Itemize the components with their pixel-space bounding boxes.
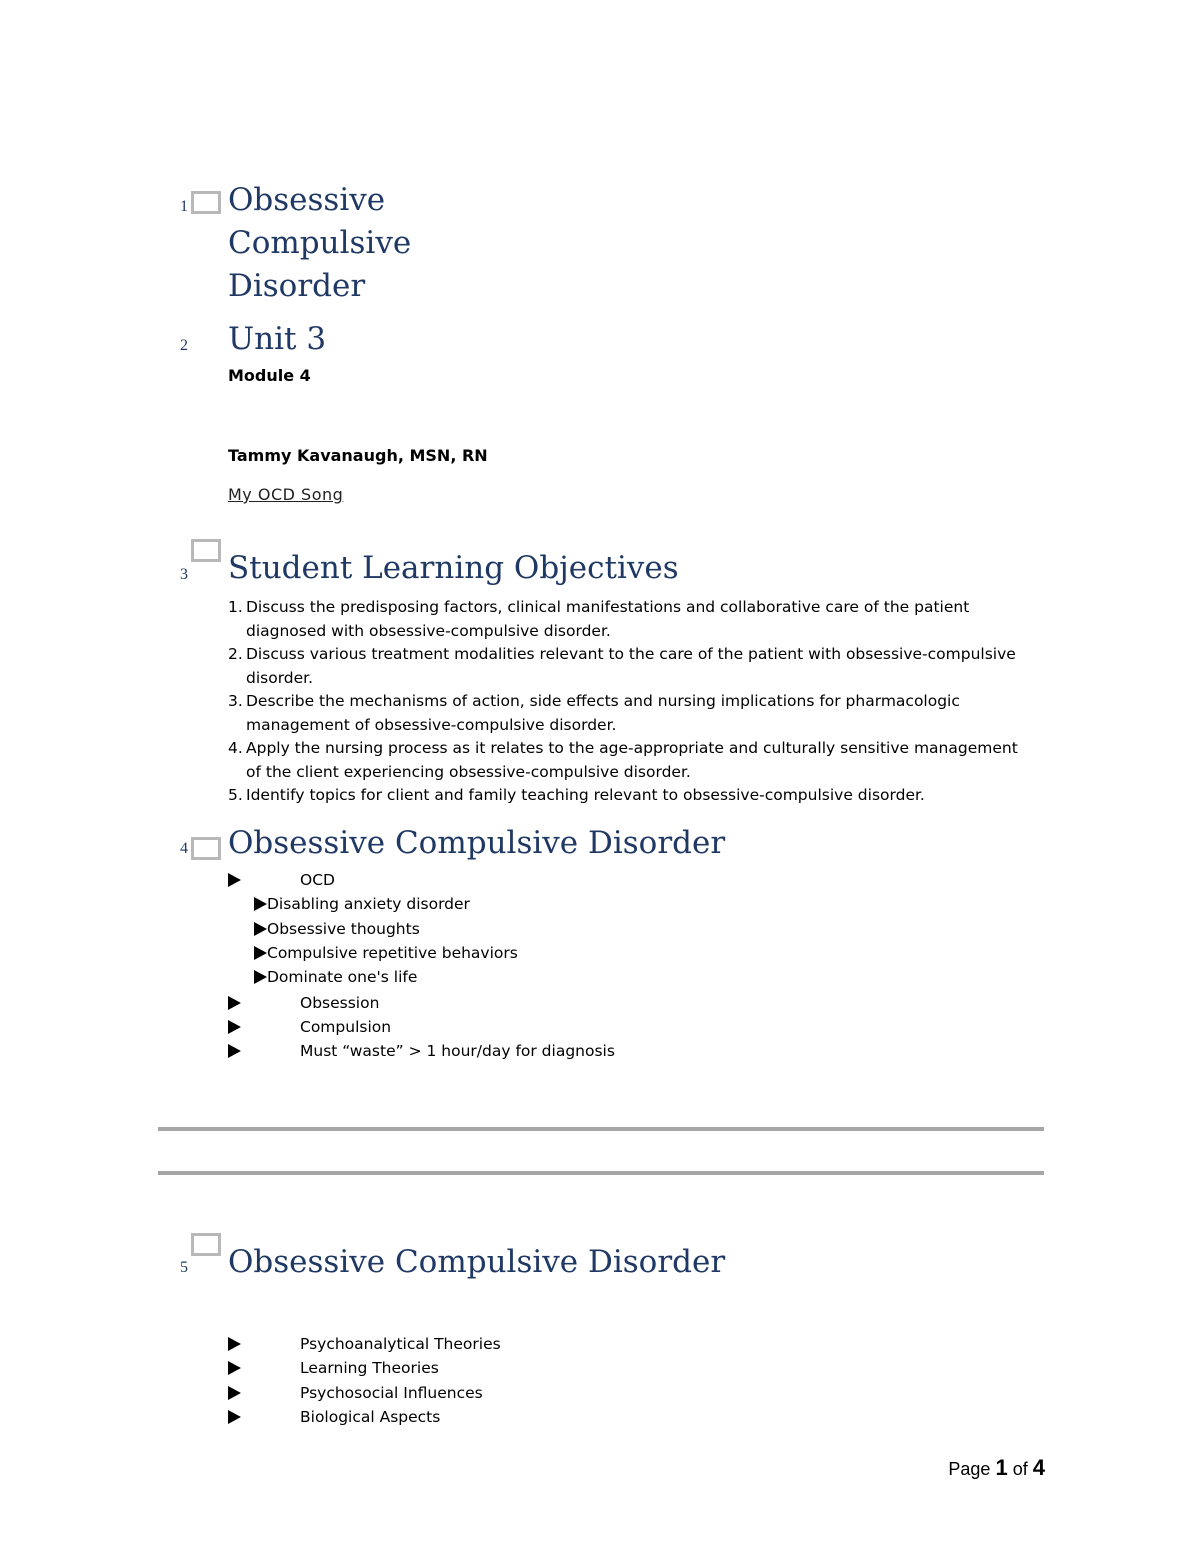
triangle-bullet-icon: [228, 1410, 241, 1424]
list-item: 4. Apply the nursing process as it relates to the age-appropriate and culturally sensitive management of the client experiencing obsessive-compulsive disorder.: [228, 739, 1018, 781]
slide-title: Unit 3: [228, 321, 327, 357]
slide-title-line: Obsessive: [228, 182, 386, 218]
bullet-text: Psychosocial Influences: [300, 1384, 483, 1402]
sub-bullet-item: Obsessive thoughts: [254, 920, 420, 938]
bullet-text: Biological Aspects: [300, 1408, 441, 1426]
triangle-bullet-icon: [228, 996, 241, 1010]
slide-title-line: Disorder: [228, 268, 366, 304]
triangle-bullet-icon: [254, 970, 267, 984]
bullet-text: Obsession: [300, 994, 380, 1012]
list-item: 5. Identify topics for client and family teaching relevant to obsessive-compulsive disorder.: [228, 786, 925, 804]
slide-title-line: Compulsive: [228, 225, 412, 261]
triangle-bullet-icon: [228, 1386, 241, 1400]
triangle-bullet-icon: [254, 922, 267, 936]
module-label: Module 4: [228, 366, 311, 385]
triangle-bullet-icon: [228, 873, 241, 887]
bullet-item: [228, 1408, 241, 1426]
bullet-item: [228, 1042, 241, 1060]
bullet-text: Learning Theories: [300, 1359, 439, 1377]
triangle-bullet-icon: [254, 897, 267, 911]
bullet-item: [228, 994, 241, 1012]
slide-title: Obsessive Compulsive Disorder: [228, 1244, 726, 1280]
slide-number: 3: [180, 566, 188, 583]
sub-bullet-item: Disabling anxiety disorder: [254, 895, 470, 913]
triangle-bullet-icon: [228, 1337, 241, 1351]
page-divider: [158, 1171, 1044, 1175]
bullet-text: Must “waste” > 1 hour/day for diagnosis: [300, 1042, 615, 1060]
bullet-item: [228, 1018, 241, 1036]
triangle-bullet-icon: [228, 1020, 241, 1034]
slide-title: Obsessive Compulsive Disorder: [228, 825, 726, 861]
list-item: 2. Discuss various treatment modalities relevant to the care of the patient with obsessive-compulsive disorder.: [228, 645, 1016, 687]
bullet-text: Psychoanalytical Theories: [300, 1335, 501, 1353]
page-divider: [158, 1127, 1044, 1131]
slide-number: 1: [180, 198, 188, 215]
slide-thumbnail-icon: [191, 191, 221, 214]
bullet-text: OCD: [300, 871, 335, 889]
slide-thumbnail-icon: [191, 539, 221, 562]
triangle-bullet-icon: [254, 946, 267, 960]
bullet-item: [228, 1359, 241, 1377]
author-name: Tammy Kavanaugh, MSN, RN: [228, 446, 488, 465]
triangle-bullet-icon: [228, 1361, 241, 1375]
triangle-bullet-icon: [228, 1044, 241, 1058]
sub-bullet-item: Compulsive repetitive behaviors: [254, 944, 518, 962]
bullet-item: [228, 1335, 241, 1353]
page-counter: Page 1 of 4: [948, 1455, 1045, 1480]
list-item: 1. Discuss the predisposing factors, clinical manifestations and collaborative care of the patient diagnosed with obsessive-compulsive disorder.: [228, 598, 970, 640]
slide-title: Student Learning Objectives: [228, 550, 679, 586]
bullet-text: Compulsion: [300, 1018, 392, 1036]
slide-number: 4: [180, 840, 188, 857]
list-item: 3. Describe the mechanisms of action, side effects and nursing implications for pharmacologic management of obsessive-compulsive disorder.: [228, 692, 960, 734]
slide-thumbnail-icon: [191, 1233, 221, 1256]
slide-thumbnail-icon: [191, 837, 221, 860]
song-link[interactable]: My OCD Song: [228, 485, 344, 504]
slide-number: 5: [180, 1259, 188, 1276]
slide-number: 2: [180, 337, 188, 354]
bullet-item: [228, 871, 241, 889]
sub-bullet-item: Dominate one's life: [254, 968, 417, 986]
bullet-item: [228, 1384, 241, 1402]
objectives-list: [228, 596, 1018, 808]
